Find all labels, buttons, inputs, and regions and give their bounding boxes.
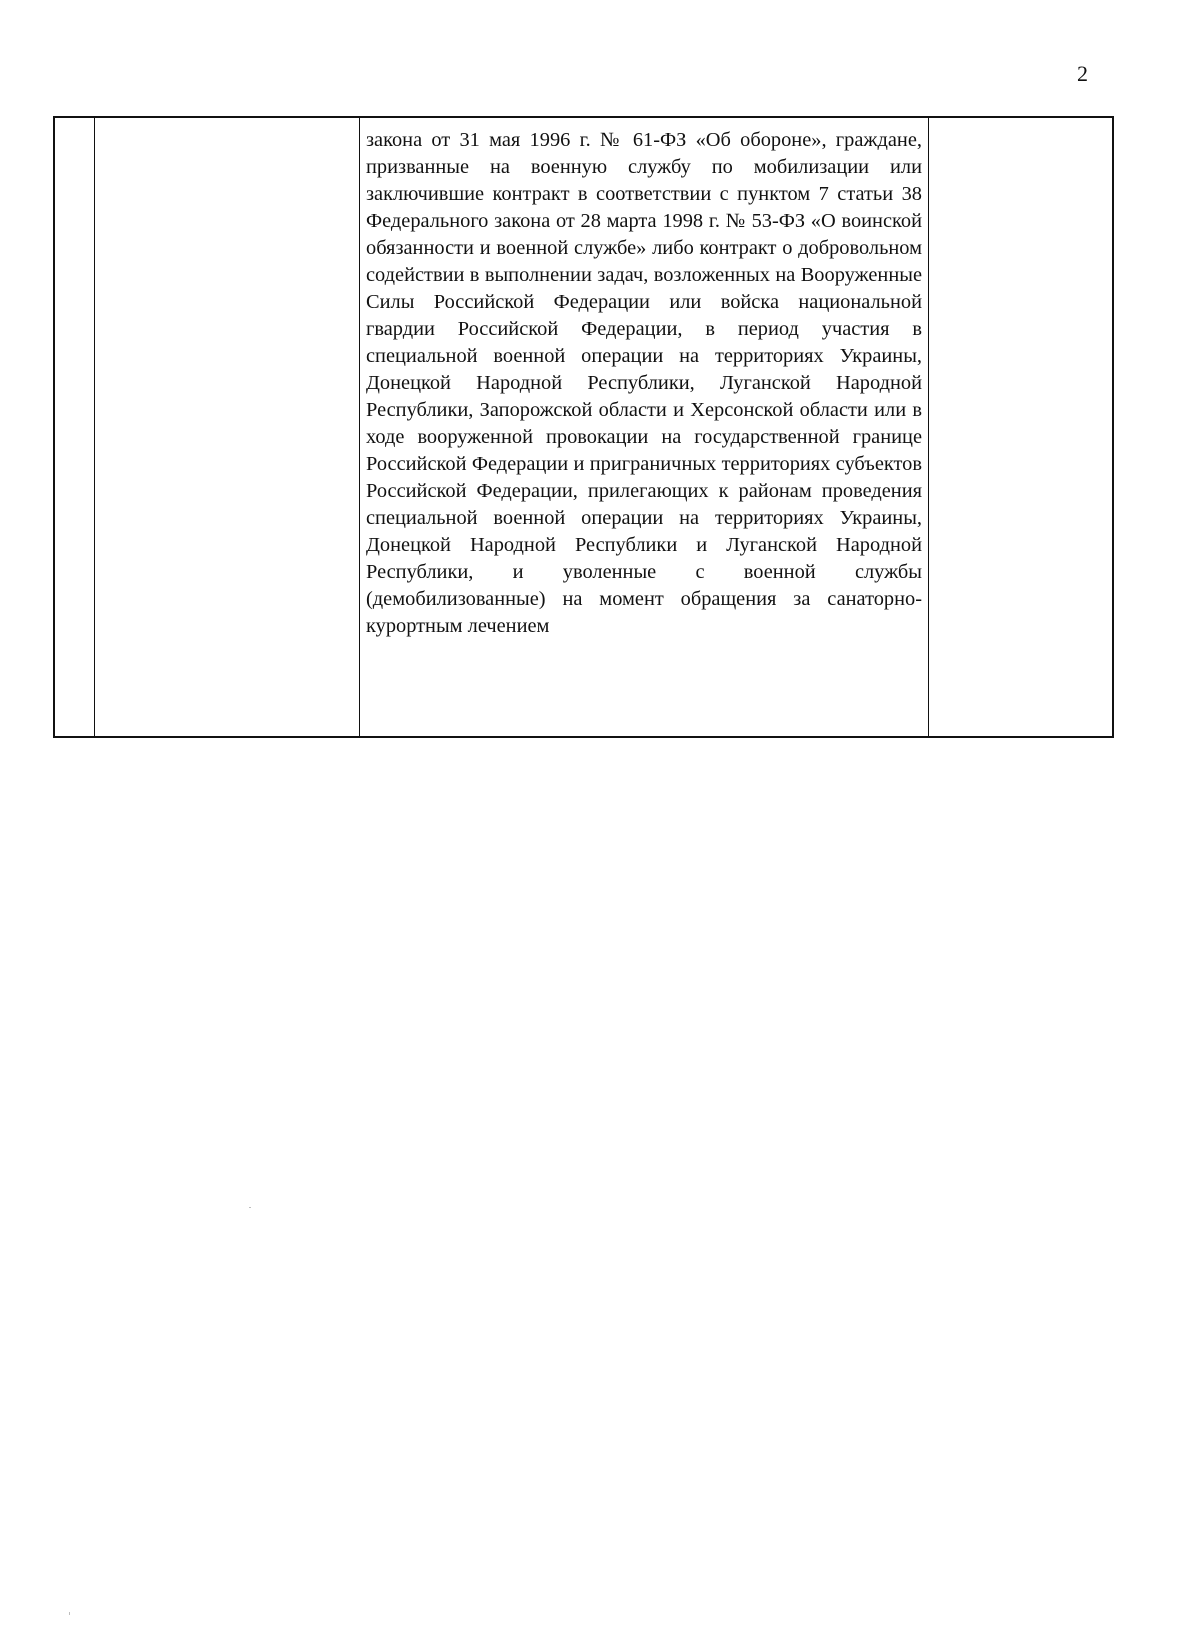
- table-cell-description: [360, 118, 929, 736]
- description-text: закона от 31 мая 1996 г. № 61-ФЗ «Об обороне», граждане, призванные на военную службу по мобилизации или заключившие контракт в соответствии с пунктом 7 статьи 38 Федерального закона от 28 марта 1998 г. № 53-ФЗ «О воинской обязанности и военной службе» либо контракт о добровольном содействии в выполнении задач, возложенных на Вооруженные Силы Российской Федерации или войска национальной гвардии Российской Федерации, в период участия в специальной военной операции на территориях Украины, Донецкой Народной Республики, Луганской Народной Республики, Запорожской области и Херсонской области или в ходе вооруженной провокации на государственной границе Российской Федерации и приграничных территориях субъектов Российской Федерации, прилегающих к районам проведения специальной военной операции на территориях Украины, Донецкой Народной Республики и Луганской Народной Республики, и уволенные с военной службы (демобилизованные) на момент обращения за санаторно-курортным лечением: [366, 129, 922, 637]
- scan-speck: [69, 1612, 70, 1615]
- table-cell-number: [55, 118, 95, 736]
- document-table: [53, 116, 1114, 738]
- scan-speck: [249, 1207, 251, 1208]
- page-number: 2: [1077, 61, 1088, 86]
- table-cell-notes: [929, 118, 1112, 736]
- table-cell-category: [95, 118, 360, 736]
